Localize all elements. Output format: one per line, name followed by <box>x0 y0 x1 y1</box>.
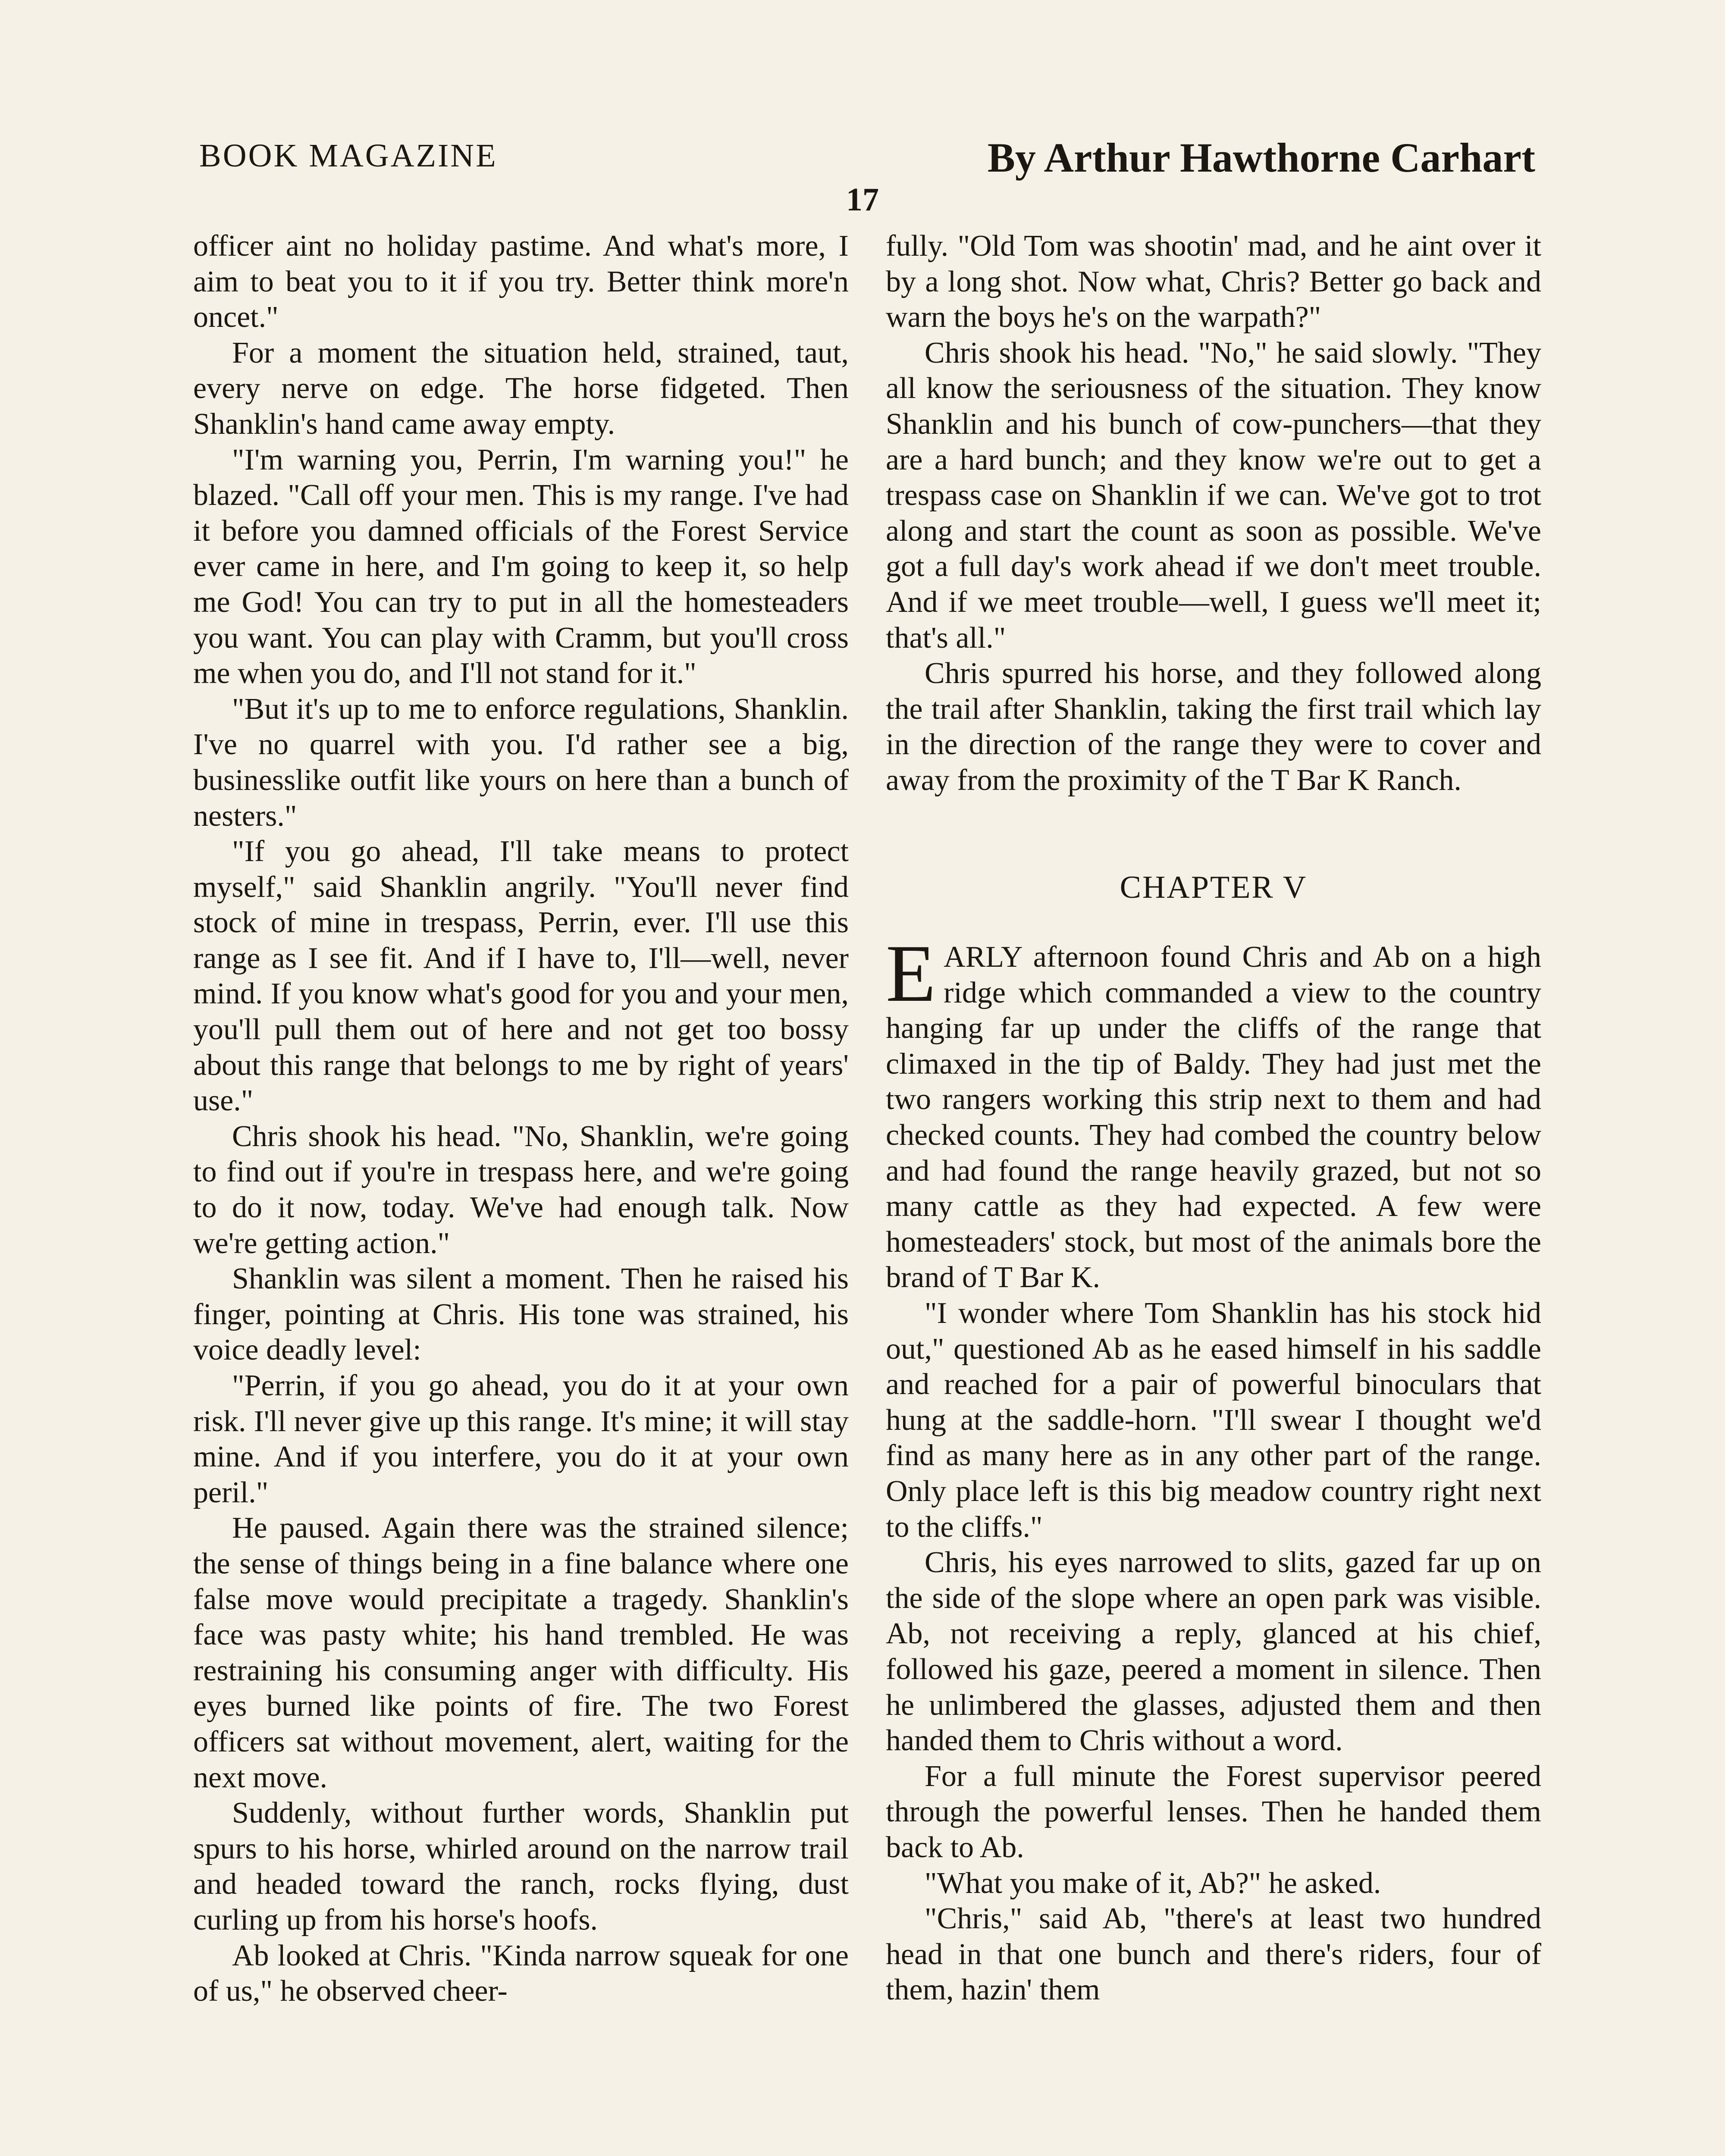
paragraph: Shanklin was silent a moment. Then he raised his finger, pointing at Chris. His tone was strained, his voice deadly level: <box>193 1262 849 1367</box>
author-byline: By Arthur Hawthorne Carhart <box>987 135 1535 181</box>
paragraph: "If you go ahead, I'll take means to protect myself," said Shanklin angrily. "You'll never find stock of mine in trespass, Perrin, ever. I'll use this range as I see fit. And if I have to, I'll—well, never mind. If you know what's good for you and your men, you'll pull them out of here and not get too bossy about this range that belongs to me by right of years' use." <box>193 835 849 1118</box>
paragraph: "But it's up to me to enforce regulations, Shanklin. I've no quarrel with you. I'd rather see a big, businesslike outfit like yours on here than a bunch of nesters." <box>193 692 849 833</box>
paragraph: "Perrin, if you go ahead, you do it at your own risk. I'll never give up this range. It's mine; it will stay mine. And if you interfere, you do it at your own peril." <box>193 1369 849 1509</box>
paragraph: "I wonder where Tom Shanklin has his stock hid out," questioned Ab as he eased himself in his saddle and reached for a pair of powerful binoculars that hung at the saddle-horn. "I'll swear I thought we'd find as many here as in any other part of the range. Only place left is this big meadow country right next to the cliffs." <box>886 1297 1541 1544</box>
paragraph: For a full minute the Forest supervisor peered through the powerful lenses. Then he handed them back to Ab. <box>886 1759 1541 1864</box>
paragraph: Chris shook his head. "No, Shanklin, we're going to find out if you're in trespass here, and we're going to do it now, today. We've had enough talk. Now we're getting action." <box>193 1119 849 1260</box>
chapter-opening-text: ARLY afternoon found Chris and Ab on a high ridge which commanded a view to the country hanging far up under the cliffs of the range that climaxed in the tip of Baldy. They had just met the two rangers working this strip next to them and had checked counts. They had combed the country below and had found the range heavily grazed, but not so many cattle as they had expected. A few were homesteaders' stock, but most of the animals bore the brand of T Bar K. <box>886 940 1541 1294</box>
chapter-heading: CHAPTER V <box>1120 869 1308 905</box>
paragraph: fully. "Old Tom was shootin' mad, and he aint over it by a long shot. Now what, Chris? Better go back and warn the boys he's on the warpath?" <box>886 229 1541 334</box>
paragraph: Chris spurred his horse, and they followed along the trail after Shanklin, taking the first trail which lay in the direction of the range they were to cover and away from the proximity of the T Bar K Ranch. <box>886 657 1541 797</box>
paragraph: officer aint no holiday pastime. And what's more, I aim to beat you to it if you try. Better think more'n oncet." <box>193 229 849 334</box>
paragraph: "What you make of it, Ab?" he asked. <box>925 1866 1381 1900</box>
paragraph: "Chris," said Ab, "there's at least two hundred head in that one bunch and there's riders, four of them, hazin' them <box>886 1902 1541 2007</box>
publication-title: BOOK MAGAZINE <box>199 138 498 174</box>
chapter-opening-paragraph <box>886 928 1541 1296</box>
paragraph: "I'm warning you, Perrin, I'm warning you!" he blazed. "Call off your men. This is my range. I've had it before you damned officials of the Forest Service ever came in here, and I'm going to keep it, so help me God! You can try to put in all the homesteaders you want. You can play with Cramm, but you'll cross me when you do, and I'll not stand for it." <box>193 443 849 690</box>
right-column <box>886 229 1541 2156</box>
paragraph: He paused. Again there was the strained silence; the sense of things being in a fine balance where one false move would precipitate a tragedy. Shanklin's face was pasty white; his hand trembled. He was restraining his consuming anger with difficulty. His eyes burned like points of fire. The two Forest officers sat without movement, alert, waiting for the next move. <box>193 1511 849 1794</box>
left-column <box>193 229 849 2156</box>
paragraph: Suddenly, without further words, Shanklin put spurs to his horse, whirled around on the narrow trail and headed toward the ranch, rocks flying, dust curling up from his horse's hoofs. <box>193 1796 849 1937</box>
paragraph: Chris, his eyes narrowed to slits, gazed far up on the side of the slope where an open park was visible. Ab, not receiving a reply, glanced at his chief, followed his gaze, peered a moment in silence. Then he unlimbered the glasses, adjusted them and then handed them to Chris without a word. <box>886 1546 1541 1758</box>
page-number: 17 <box>846 182 879 218</box>
paragraph: Ab looked at Chris. "Kinda narrow squeak for one of us," he observed cheer- <box>193 1939 849 2008</box>
paragraph: For a moment the situation held, strained, taut, every nerve on edge. The horse fidgeted. Then Shanklin's hand came away empty. <box>193 336 849 441</box>
paragraph: Chris shook his head. "No," he said slowly. "They all know the seriousness of the situation. They know Shanklin and his bunch of cow-punchers—that they are a hard bunch; and they know we're out to get a trespass case on Shanklin if we can. We've got to trot along and start the count as soon as possible. We've got a full day's work ahead if we don't meet trouble. And if we meet trouble—well, I guess we'll meet it; that's all." <box>886 336 1541 655</box>
drop-cap: E <box>886 928 936 1019</box>
